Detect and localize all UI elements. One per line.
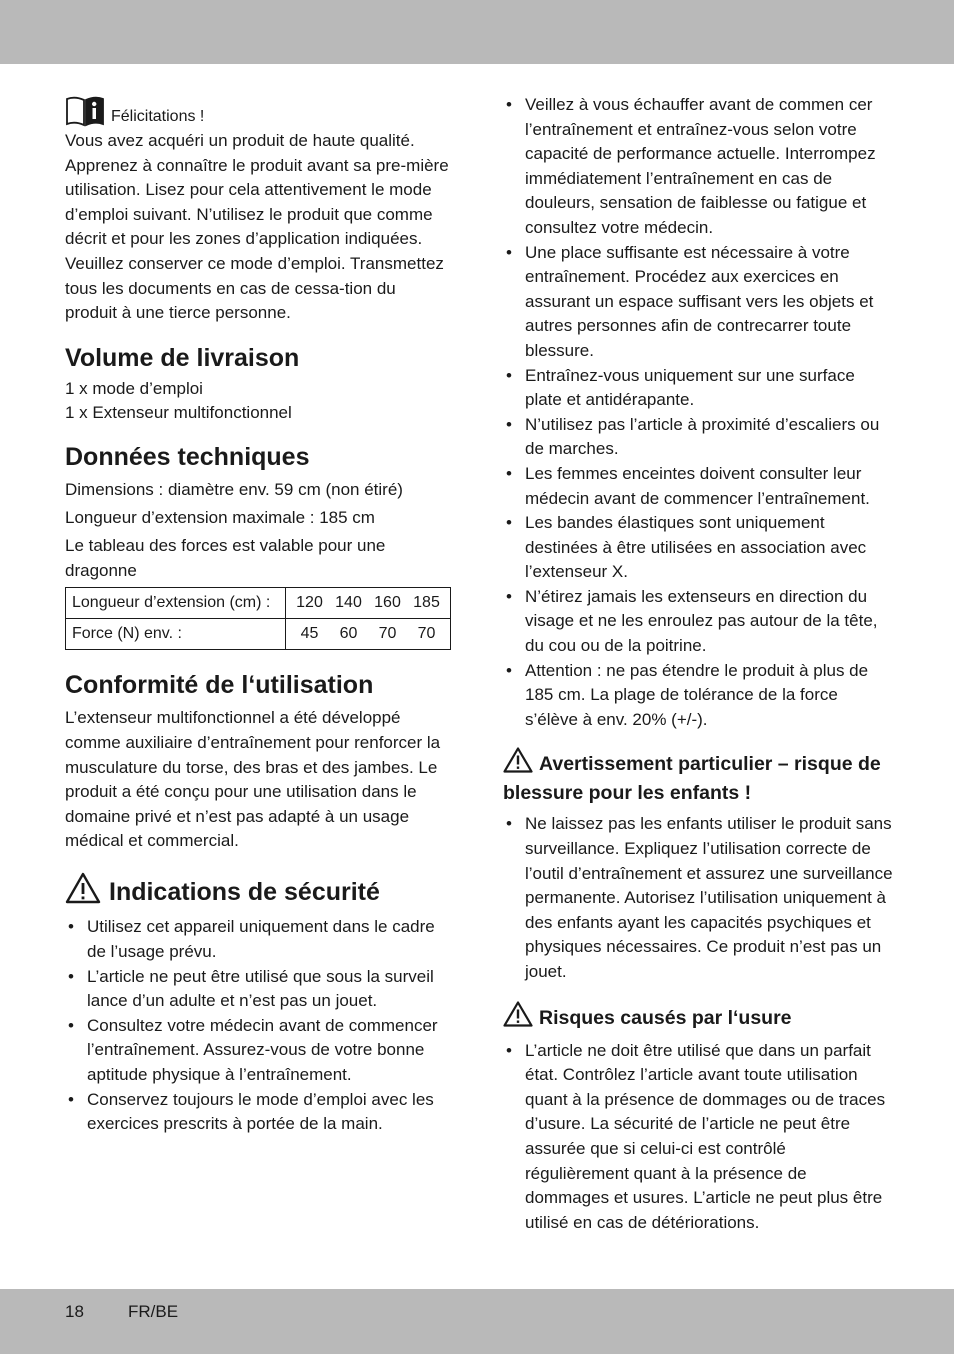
children-warning-list [503, 812, 893, 984]
info-book-icon [65, 95, 105, 127]
conformity-heading: Conformité de l‘utilisation [65, 671, 374, 700]
intro-header [65, 95, 451, 127]
delivery-item: 1 x mode d’emploi [65, 378, 203, 398]
force-table [65, 587, 451, 650]
table-cell: 185 [413, 594, 440, 612]
list-item: • Attention : ne pas étendre le produit à plus de 185 cm. La plage de tolérance de la force s’élève à env. 20% (+/-). [503, 659, 893, 733]
list-item: • L’article ne peut être utilisé que sous la surveil lance d’un adulte et n’est pas un jouet. [65, 965, 451, 1014]
list-item: • N’étirez jamais les extenseurs en direction du visage et ne les enroulez pas autour de la tête, du cou ou de la poitrine. [503, 585, 893, 659]
safety-heading: Indications de sécurité [109, 877, 380, 906]
intro-title: Félicitations ! [111, 108, 205, 125]
children-warning-heading [503, 747, 893, 806]
locale-label: FR/BE [128, 1302, 179, 1321]
spec-table-note: Le tableau des forces est valable pour une dragonne [65, 536, 386, 580]
table-row-label: Longueur d’extension (cm) : [66, 588, 286, 619]
table-cell: 160 [374, 594, 401, 612]
list-item: • N’utilisez pas l’article à proximité d’escaliers ou de marches. [503, 413, 893, 462]
table-cell: 70 [378, 625, 397, 643]
list-item: • Ne laissez pas les enfants utiliser le produit sans surveillance. Expliquez l’utilisation correcte de l’outil d’entraînement et assurez une surveillance permanente. Autorisez l’utilisation uniquement à des enfants ayant les capacités psychiques et physiques nécessaires. Ce produit n’est pas un jouet. [503, 812, 893, 984]
table-row-label: Force (N) env. : [66, 619, 286, 650]
table-row-values [286, 619, 451, 650]
list-item: • Conservez toujours le mode d’emploi avec les exercices prescrits à portée de la main. [65, 1088, 451, 1137]
right-column [503, 93, 893, 1235]
delivery-item: 1 x Extenseur multifonctionnel [65, 403, 292, 423]
warning-triangle-icon [503, 747, 533, 780]
delivery-heading: Volume de livraison [65, 343, 300, 372]
list-item: • Les bandes élastiques sont uniquement destinées à être utilisées en association avec l’extenseur X. [503, 511, 893, 585]
list-item: • L’article ne doit être utilisé que dans un parfait état. Contrôlez l’article avant toute utilisation quant à la présence de dommages ou de traces d’usure. La sécurité de l’article ne peut être assurée que si celui-ci est contrôlé régulièrement quant à la présence de dommages et usures. L’article ne peut plus être utilisé en cas de détériorations. [503, 1039, 893, 1236]
warning-triangle-icon [503, 1001, 533, 1034]
left-column [65, 95, 451, 1137]
intro-text: Vous avez acquéri un produit de haute qualité. Apprenez à connaître le produit avant sa pre-mière utilisation. Lisez pour cela attentivement le mode d’emploi suivant. N’utilisez le produit que comme décrit et pour les zones d’application indiquées. Veuillez conserver ce mode d’emploi. Transmettez tous les documents en cas de cessa-tion du produit à une tierce personne. [65, 131, 449, 323]
header-bar [0, 0, 954, 64]
list-item: • Consultez votre médecin avant de commencer l’entraînement. Assurez-vous de votre bonne aptitude physique à l’entraînement. [65, 1014, 451, 1088]
wear-risks-list [503, 1039, 893, 1236]
table-cell: 140 [335, 594, 362, 612]
page-number: 18 [65, 1302, 84, 1321]
technical-heading: Données techniques [65, 442, 310, 471]
table-cell: 70 [417, 625, 436, 643]
list-item: • Les femmes enceintes doivent consulter leur médecin avant de commencer l’entraînement. [503, 462, 893, 511]
list-item: • Veillez à vous échauffer avant de commen cer l’entraînement et entraînez-vous selon votre capacité de performance actuelle. Interrompez immédiatement l’entraînement en cas de douleurs, sensation de faiblesse ou fatigue et consultez votre médecin. [503, 93, 893, 241]
list-item: • Une place suffisante est nécessaire à votre entraînement. Procédez aux exercices en assurant un espace suffisant vers les objets et autres personnes afin de contrecarrer toute blessure. [503, 241, 893, 364]
list-item: • Entraînez-vous uniquement sur une surface plate et antidérapante. [503, 364, 893, 413]
children-warning-heading-text: Avertissement particulier – risque de blessure pour les enfants ! [503, 753, 881, 805]
wear-risks-heading [503, 1001, 893, 1034]
table-cell: 120 [296, 594, 323, 612]
table-cell: 45 [300, 625, 319, 643]
spec-dimensions: Dimensions : diamètre env. 59 cm (non étiré) [65, 479, 403, 499]
safety-heading-row [65, 872, 451, 912]
table-row-values [286, 588, 451, 619]
table-row [66, 588, 451, 619]
list-item: • Utilisez cet appareil uniquement dans le cadre de l’usage prévu. [65, 915, 451, 964]
warning-triangle-icon [65, 872, 101, 912]
spec-max-extension: Longueur d’extension maximale : 185 cm [65, 508, 375, 528]
safety-list-right [503, 93, 893, 732]
table-row [66, 619, 451, 650]
table-cell: 60 [339, 625, 358, 643]
wear-risks-heading-text: Risques causés par l‘usure [539, 1006, 792, 1029]
safety-list-left [65, 915, 451, 1136]
conformity-text: L’extenseur multifonctionnel a été développé comme auxiliaire d’entraînement pour renforcer la musculature du torse, des bras et des jambes. Le produit a été conçu pour une utilisation dans le domaine privé et n’est pas adapté à un usage médical et commercial. [65, 708, 441, 851]
